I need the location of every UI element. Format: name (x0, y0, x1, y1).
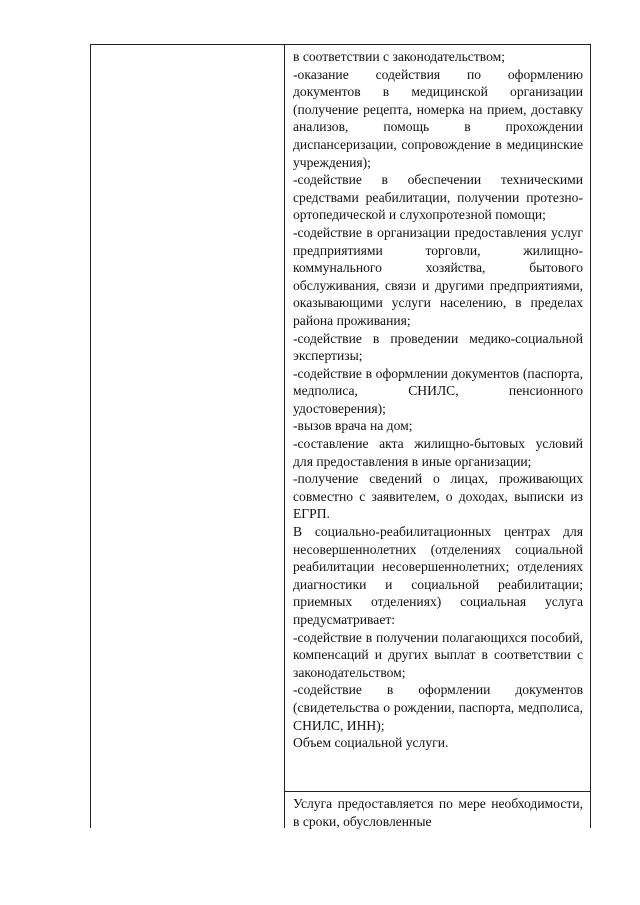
paragraph: -содействие в организации предоставления услуг предприятиями торговли, жилищно-коммунального хозяйства, бытового обслуживания, связи и другими предприятиями, оказывающими услуги населению, в пределах района проживания; (293, 224, 583, 328)
table-right-cell (285, 45, 590, 828)
right-cell-bottom-row (285, 791, 590, 829)
paragraph: -содействие в оформлении документов (паспорта, медполиса, СНИЛС, пенсионного удостоверения); (293, 365, 583, 416)
paragraph: -вызов врача на дом; (293, 418, 413, 434)
paragraph: в соответствии с законодательством; (293, 49, 506, 64)
paragraph: -содействие в оформлении документов (свидетельства о рождении, паспорта, медполиса, СНИЛС, ИНН); (293, 682, 583, 733)
paragraph: -составление акта жилищно-бытовых условий для предоставления в иные организации; (293, 436, 583, 469)
paragraph: -содействие в проведении медико-социальной экспертизы; (293, 330, 583, 364)
paragraph: -получение сведений о лицах, проживающих совместно с заявителем, о доходах, выписки из ЕГРП. (293, 471, 583, 522)
right-cell-text (293, 48, 583, 752)
paragraph: Услуга предоставляется по мере необходимости, в сроки, обусловленные (293, 796, 583, 829)
document-table (90, 44, 591, 828)
bottom-cell-text (293, 795, 583, 830)
table-left-cell (91, 45, 285, 828)
paragraph: -содействие в обеспечении техническими средствами реабилитации, получении протезно-ортопедической и слухопротезной помощи; (293, 172, 583, 223)
paragraph: В социально-реабилитационных центрах для несовершеннолетних (отделениях социальной реабилитации несовершеннолетних; отделениях диагностики и социальной реабилитации; приемных отделениях) социальная услуга предусматривает: (293, 524, 583, 627)
paragraph: Объем социальной услуги. (293, 735, 449, 751)
paragraph: -оказание содействия по оформлению документов в медицинской организации (получение рецепта, номерка на прием, доставку анализов, помощь в прохождении диспансеризации, сопровождение в медицинские учреждения); (293, 66, 583, 170)
paragraph: -содействие в получении полагающихся пособий, компенсаций и других выплат в соответствии с законодательством; (293, 629, 583, 680)
